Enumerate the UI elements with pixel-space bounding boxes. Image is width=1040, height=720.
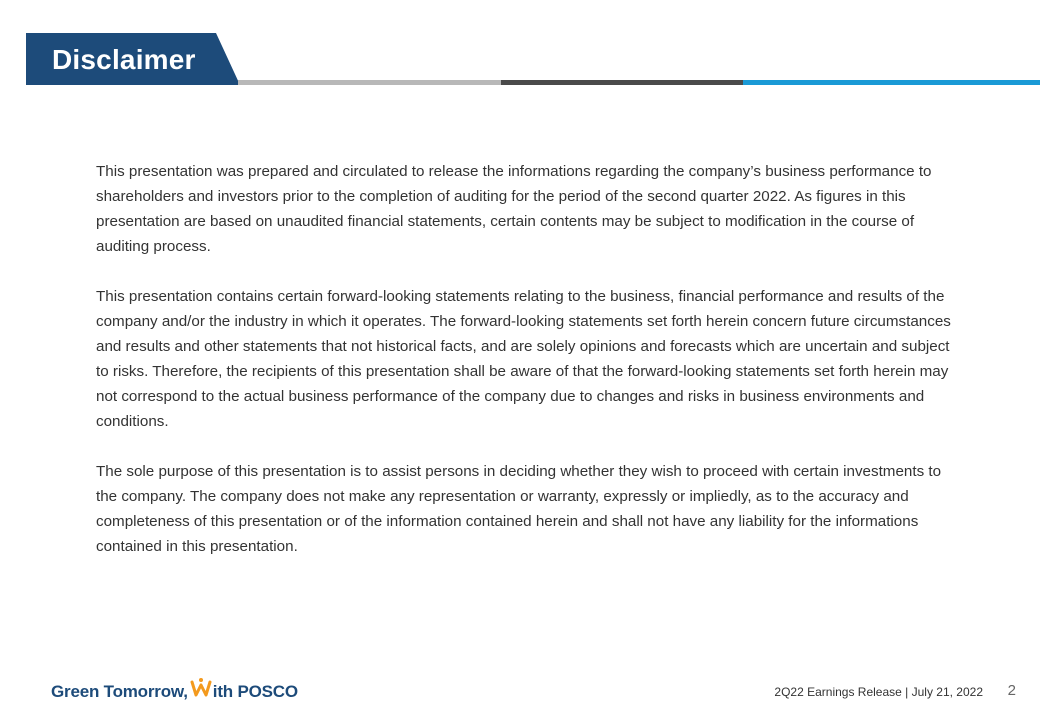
header-rule-grey [238, 80, 501, 85]
disclaimer-body [96, 159, 952, 584]
brand-slogan-end: ith POSCO [212, 682, 298, 701]
brand-slogan-start: Green Tomorrow, [51, 682, 188, 701]
disclaimer-paragraph: The sole purpose of this presentation is to assist persons in deciding whether they wish to proceed with certain investments to the company. The company does not make any representation or warranty, expressly or impliedly, as to the accuracy and completeness of this presentation or of the information contained herein and shall not have any liability for the informations contained in this presentation. [96, 463, 942, 555]
page-number: 2 [1007, 682, 1016, 699]
release-info: 2Q22 Earnings Release | July 21, 2022 [774, 685, 983, 699]
disclaimer-paragraph: This presentation contains certain forward-looking statements relating to the business, financial performance and results of the company and/or the industry in which it operates. The forward-looking statements set forth herein concern future circumstances and results and other statements that not historical facts, and are solely opinions and forecasts which are uncertain and subject to risks. Therefore, the recipients of this presentation shall be aware of that the forward-looking statements set forth herein may not correspond to the actual business performance of the company due to changes and risks in business environments and conditions. [96, 288, 951, 430]
header-rule-dark [501, 80, 743, 85]
disclaimer-paragraph: This presentation was prepared and circulated to release the informations regarding the company’s business performance to shareholders and investors prior to the completion of auditing for the period of the second quarter 2022. As figures in this presentation are based on unaudited financial statements, certain contents may be subject to modification in the course of auditing process. [96, 163, 932, 255]
with-logo-icon [190, 677, 212, 697]
header-rule-blue [743, 80, 1040, 85]
page-title: Disclaimer [52, 44, 196, 75]
brand-slogan [51, 677, 298, 702]
